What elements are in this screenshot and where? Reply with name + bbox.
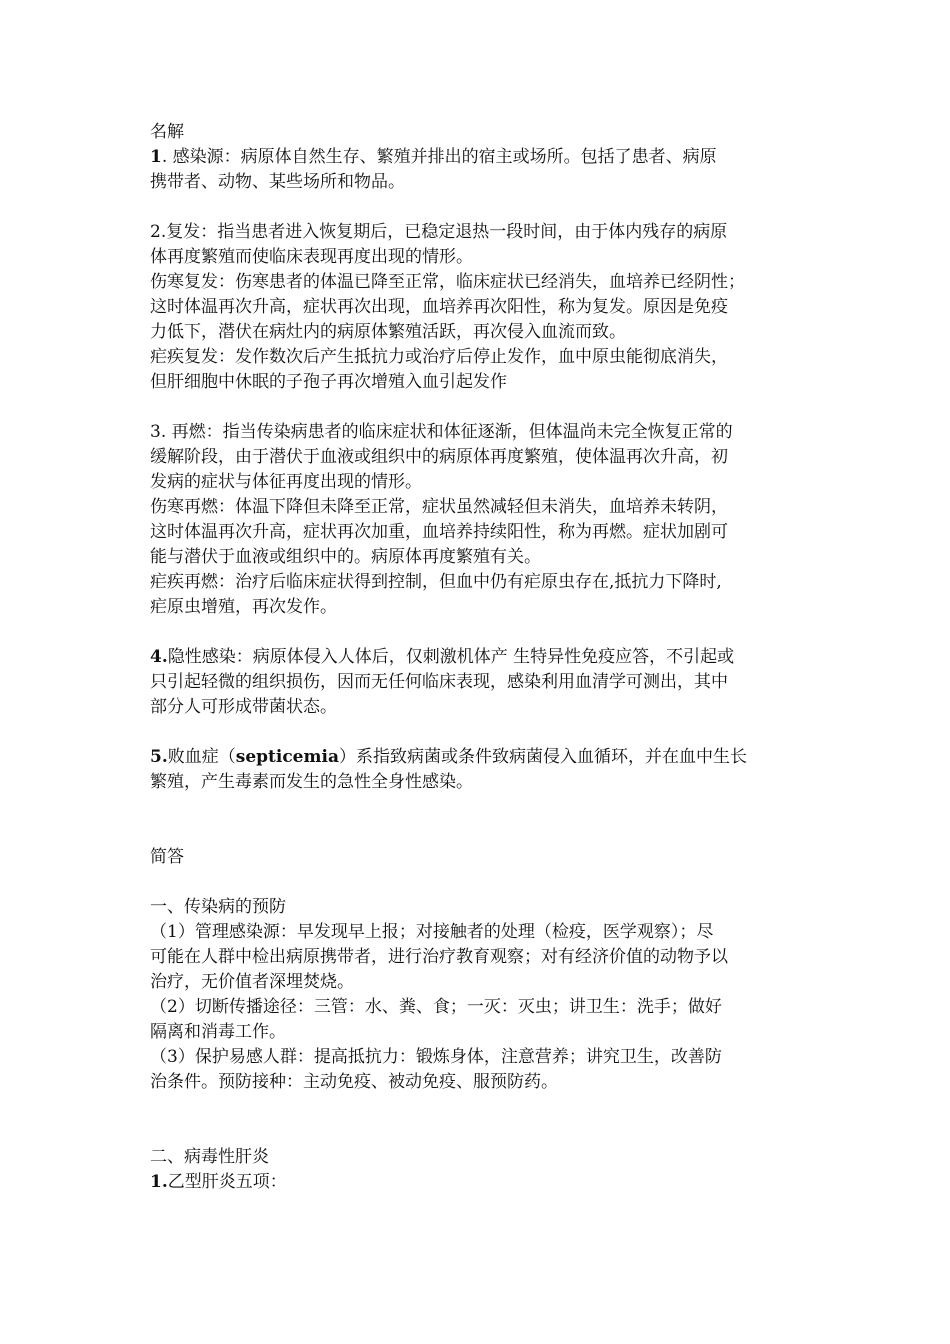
paragraph-line: 疟疾再燃：治疗后临床症状得到控制，但血中仍有疟原虫存在,抵抗力下降时, — [150, 572, 722, 592]
paragraph-line: 2.复发：指当患者进入恢复期后，已稳定退热一段时间，由于体内残存的病原 — [150, 222, 728, 242]
paragraph-line: 治条件。预防接种：主动免疫、被动免疫、服预防药。 — [150, 1072, 558, 1092]
paragraph-line: 携带者、动物、某些场所和物品。 — [150, 172, 405, 192]
section-heading-mingjie: 名解 — [150, 122, 184, 142]
paragraph-line: 只引起轻微的组织损伤，因而无任何临床表现，感染利用血清学可测出，其中 — [150, 672, 728, 692]
paragraph-line: . 感染源：病原体自然生存、繁殖并排出的宿主或场所。包括了患者、病原 — [161, 147, 717, 167]
paragraph-line: 乙型肝炎五项： — [167, 1172, 287, 1192]
paragraph-line: 发病的症状与体征再度出现的情形。 — [150, 472, 422, 492]
paragraph-line: 繁殖，产生毒素而发生的急性全身性感染。 — [150, 772, 473, 792]
prevention-section — [150, 895, 810, 1095]
subsection-title: 一、传染病的预防 — [150, 897, 286, 917]
subsection-title: 二、病毒性肝炎 — [150, 1147, 269, 1167]
item-number: 5. — [150, 747, 168, 767]
paragraph-line: 疟原虫增殖，再次发作。 — [150, 597, 337, 617]
term-english: septicemia — [235, 747, 339, 767]
term-infection-source — [150, 145, 810, 195]
term-inapparent-infection — [150, 645, 810, 720]
term-recrudescence — [150, 420, 810, 620]
paragraph-line: 疟疾复发：发作数次后产生抵抗力或治疗后停止发作，血中原虫能彻底消失， — [150, 347, 728, 367]
document-page — [150, 120, 810, 1195]
paragraph-line: （2）切断传播途径：三管：水、粪、食；一灭：灭虫；讲卫生：洗手；做好 — [150, 997, 722, 1017]
paragraph-line: 体再度繁殖而使临床表现再度出现的情形。 — [150, 247, 473, 267]
paragraph-line: 这时体温再次升高，症状再次出现，血培养再次阳性，称为复发。原因是免疫 — [150, 297, 728, 317]
paragraph-line: 隐性感染：病原体侵入人体后，仅刺激机体产 生特异性免疫应答，不引起或 — [167, 647, 735, 667]
item-number: 4. — [150, 647, 168, 667]
paragraph-line: （1）管理感染源：早发现早上报；对接触者的处理（检疫，医学观察）；尽 — [150, 922, 714, 942]
paragraph-line: 缓解阶段，由于潜伏于血液或组织中的病原体再度繁殖，使体温再次升高，初 — [150, 447, 728, 467]
section-heading-jianda: 简答 — [150, 847, 184, 867]
item-number: 1. — [150, 1172, 168, 1192]
paragraph-line: 但肝细胞中休眠的子孢子再次增殖入血引起发作 — [150, 372, 507, 392]
paragraph-line: 能与潜伏于血液或组织中的。病原体再度繁殖有关。 — [150, 547, 541, 567]
paragraph-line: （3）保护易感人群：提高抵抗力：锻炼身体，注意营养；讲究卫生，改善防 — [150, 1047, 722, 1067]
paragraph-line: 3. 再燃：指当传染病患者的临床症状和体征逐渐，但体温尚未完全恢复正常的 — [150, 422, 733, 442]
paragraph-line: 力低下，潜伏在病灶内的病原体繁殖活跃，再次侵入血流而致。 — [150, 322, 626, 342]
paragraph-line: 伤寒再燃：体温下降但未降至正常，症状虽然减轻但未消失，血培养未转阴， — [150, 497, 728, 517]
paragraph-line: 隔离和消毒工作。 — [150, 1022, 286, 1042]
term-septicemia: 5.败血症（septicemia）系指致病菌或条件致病菌侵入血循环，并在血中生长 繁殖，产生毒素而发生的急性全身性感染。 — [150, 745, 810, 795]
term-relapse — [150, 220, 810, 395]
paragraph-line: 可能在人群中检出病原携带者，进行治疗教育观察；对有经济价值的动物予以 — [150, 947, 728, 967]
paragraph-line: 部分人可形成带菌状态。 — [150, 697, 337, 717]
paragraph-line: 治疗，无价值者深埋焚烧。 — [150, 972, 354, 992]
paragraph-line: 伤寒复发：伤寒患者的体温已降至正常，临床症状已经消失，血培养已经阴性； — [150, 272, 745, 292]
paragraph-line: 这时体温再次升高，症状再次加重，血培养持续阳性，称为再燃。症状加剧可 — [150, 522, 728, 542]
item-number: 1 — [150, 147, 162, 167]
hepatitis-section — [150, 1145, 810, 1195]
